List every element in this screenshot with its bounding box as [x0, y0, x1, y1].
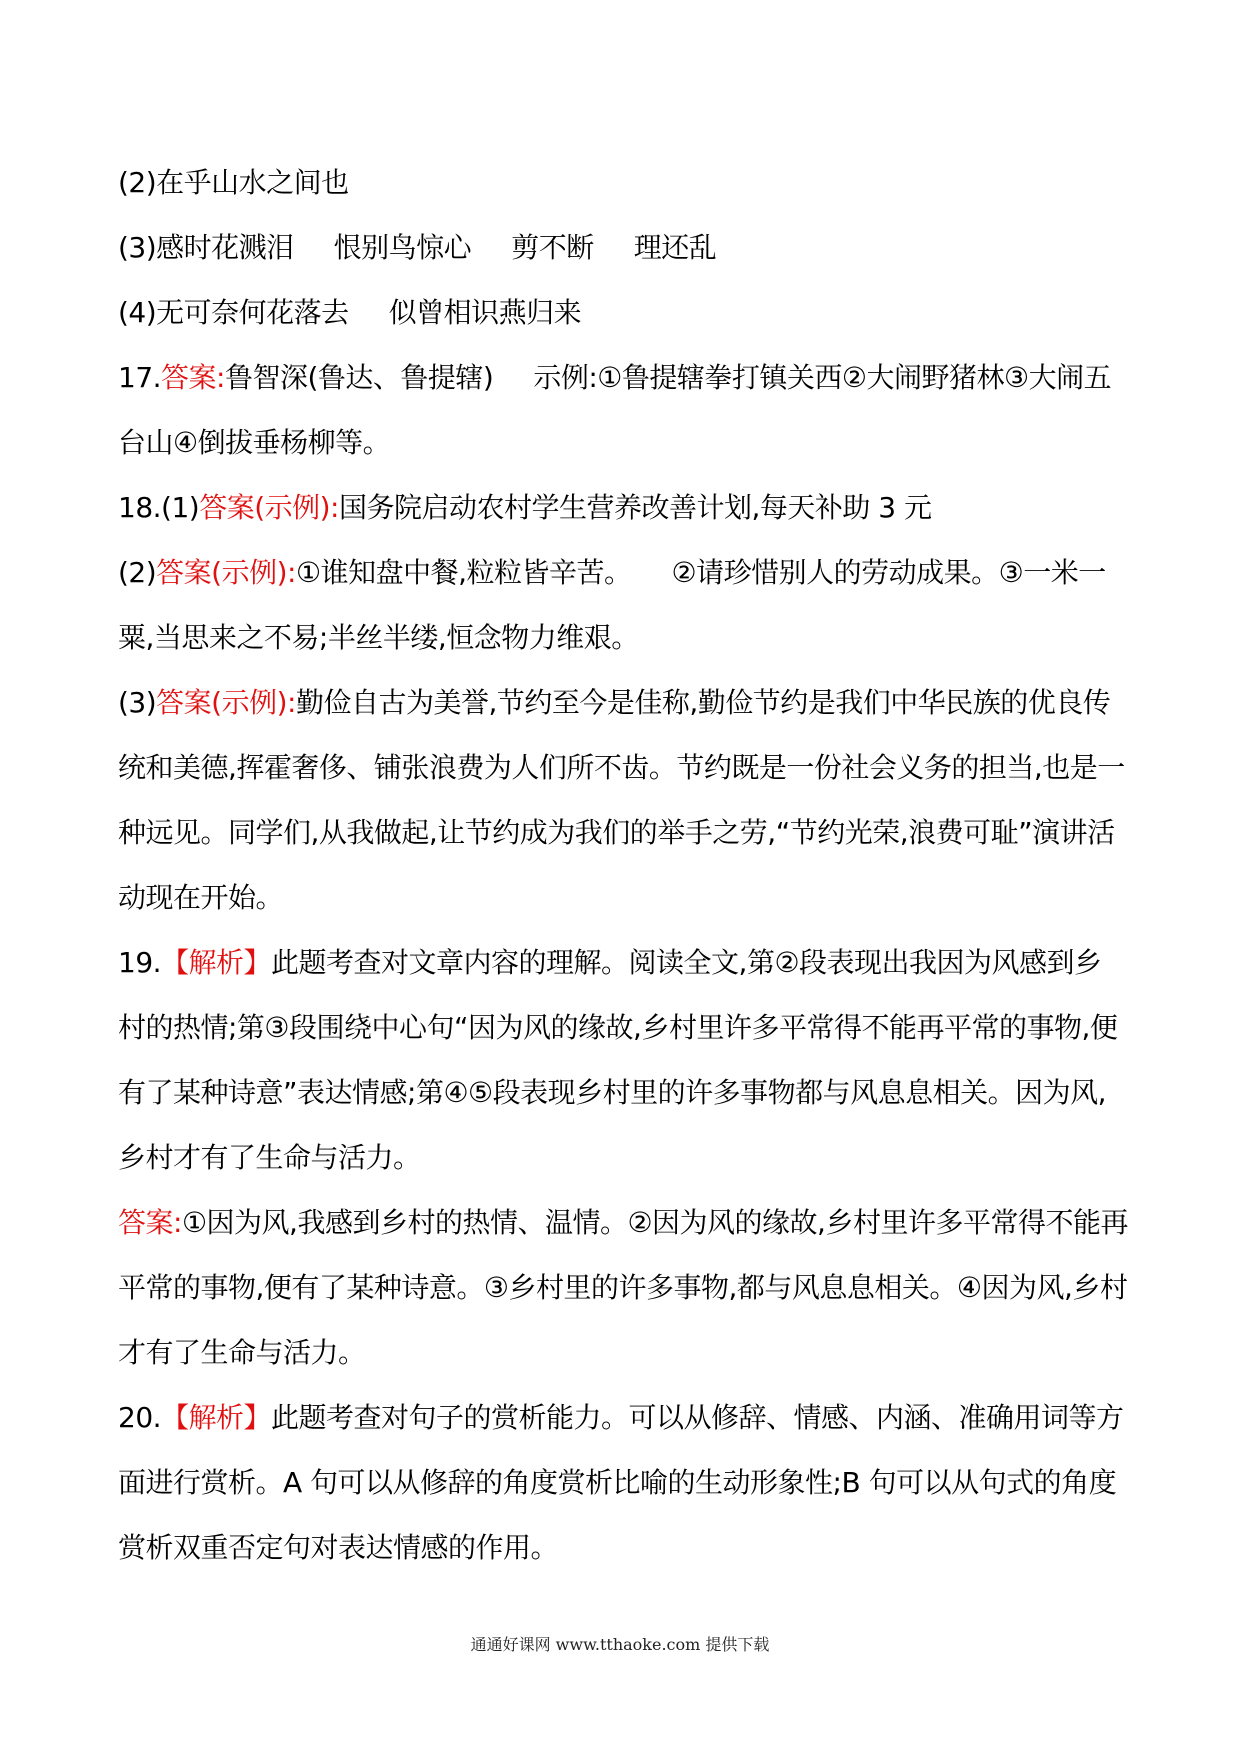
answer-label: 答案: [118, 1206, 182, 1239]
question-number: 20. [118, 1401, 162, 1434]
question-number: 19. [118, 946, 162, 979]
answer-text: 国务院启动农村学生营养改善计划,每天补助 3 元 [339, 491, 932, 524]
answer-sheet [118, 150, 1128, 1580]
answer-label: 答案(示例): [156, 556, 296, 589]
answer-text: (4)无可奈何花落去 [118, 296, 349, 329]
question-number: 18.(1) [118, 491, 200, 524]
answer-text: 似曾相识燕归来 [388, 296, 582, 329]
answer-text: 鲁智深(鲁达、鲁提辖) [224, 361, 494, 394]
question-19-analysis [118, 930, 1128, 1190]
answer-text: ②请珍惜别人的劳动成果。③一米一粟,当思来之不易;半丝半缕,恒念物力维艰。 [118, 556, 1106, 654]
question-17 [118, 345, 1128, 475]
answer-text: ①谁知盘中餐,粒粒皆辛苦。 [295, 556, 632, 589]
question-18-1 [118, 475, 1128, 540]
answer-text: (3)感时花溅泪 [118, 231, 294, 264]
question-20-analysis [118, 1385, 1128, 1580]
question-number: 17. [118, 361, 162, 394]
answer-line-4 [118, 280, 1128, 345]
question-18-3 [118, 670, 1128, 930]
answer-label: 答案(示例): [199, 491, 339, 524]
analysis-label: 【解析】 [161, 1401, 272, 1434]
answer-label: 答案: [161, 361, 225, 394]
answer-text: ①因为风,我感到乡村的热情、温情。②因为风的缘故,乡村里许多平常得不能再平常的事物,便有了某种诗意。③乡村里的许多事物,都与风息息相关。④因为风,乡村才有了生命与活力。 [118, 1206, 1128, 1369]
answer-text: 理还乱 [633, 231, 717, 264]
analysis-text: 此题考查对句子的赏析能力。可以从修辞、情感、内涵、准确用词等方面进行赏析。A 句可以从修辞的角度赏析比喻的生动形象性;B 句可以从句式的角度赏析双重否定句对表达情感的作用。 [118, 1401, 1124, 1564]
question-19-answer [118, 1190, 1128, 1385]
answer-text: (2)在乎山水之间也 [118, 166, 349, 199]
answer-line-3 [118, 215, 1128, 280]
analysis-text: 此题考查对文章内容的理解。阅读全文,第②段表现出我因为风感到乡村的热情;第③段围绕中心句“因为风的缘故,乡村里许多平常得不能再平常的事物,便有了某种诗意”表达情感;第④⑤段表现乡村里的许多事物都与风息息相关。因为风,乡村才有了生命与活力。 [118, 946, 1118, 1174]
analysis-label: 【解析】 [161, 946, 272, 979]
question-number: (3) [118, 686, 157, 719]
answer-label: 答案(示例): [156, 686, 296, 719]
answer-text: 剪不断 [511, 231, 594, 264]
answer-text: 勤俭自古为美誉,节约至今是佳称,勤俭节约是我们中华民族的优良传统和美德,挥霍奢侈、铺张浪费为人们所不齿。节约既是一份社会义务的担当,也是一种远见。同学们,从我做起,让节约成为我们的举手之劳,“节约光荣,浪费可耻”演讲活动现在开始。 [118, 686, 1125, 914]
question-number: (2) [118, 556, 157, 589]
question-18-2 [118, 540, 1128, 670]
answer-line-2 [118, 150, 1128, 215]
answer-text: 恨别鸟惊心 [333, 231, 472, 264]
page-footer: 通通好课网 www.tthaoke.com 提供下载 [470, 1635, 770, 1654]
answer-text: 示例:①鲁提辖拳打镇关西②大闹野猪林③大闹五台山④倒拔垂杨柳等。 [118, 361, 1112, 459]
